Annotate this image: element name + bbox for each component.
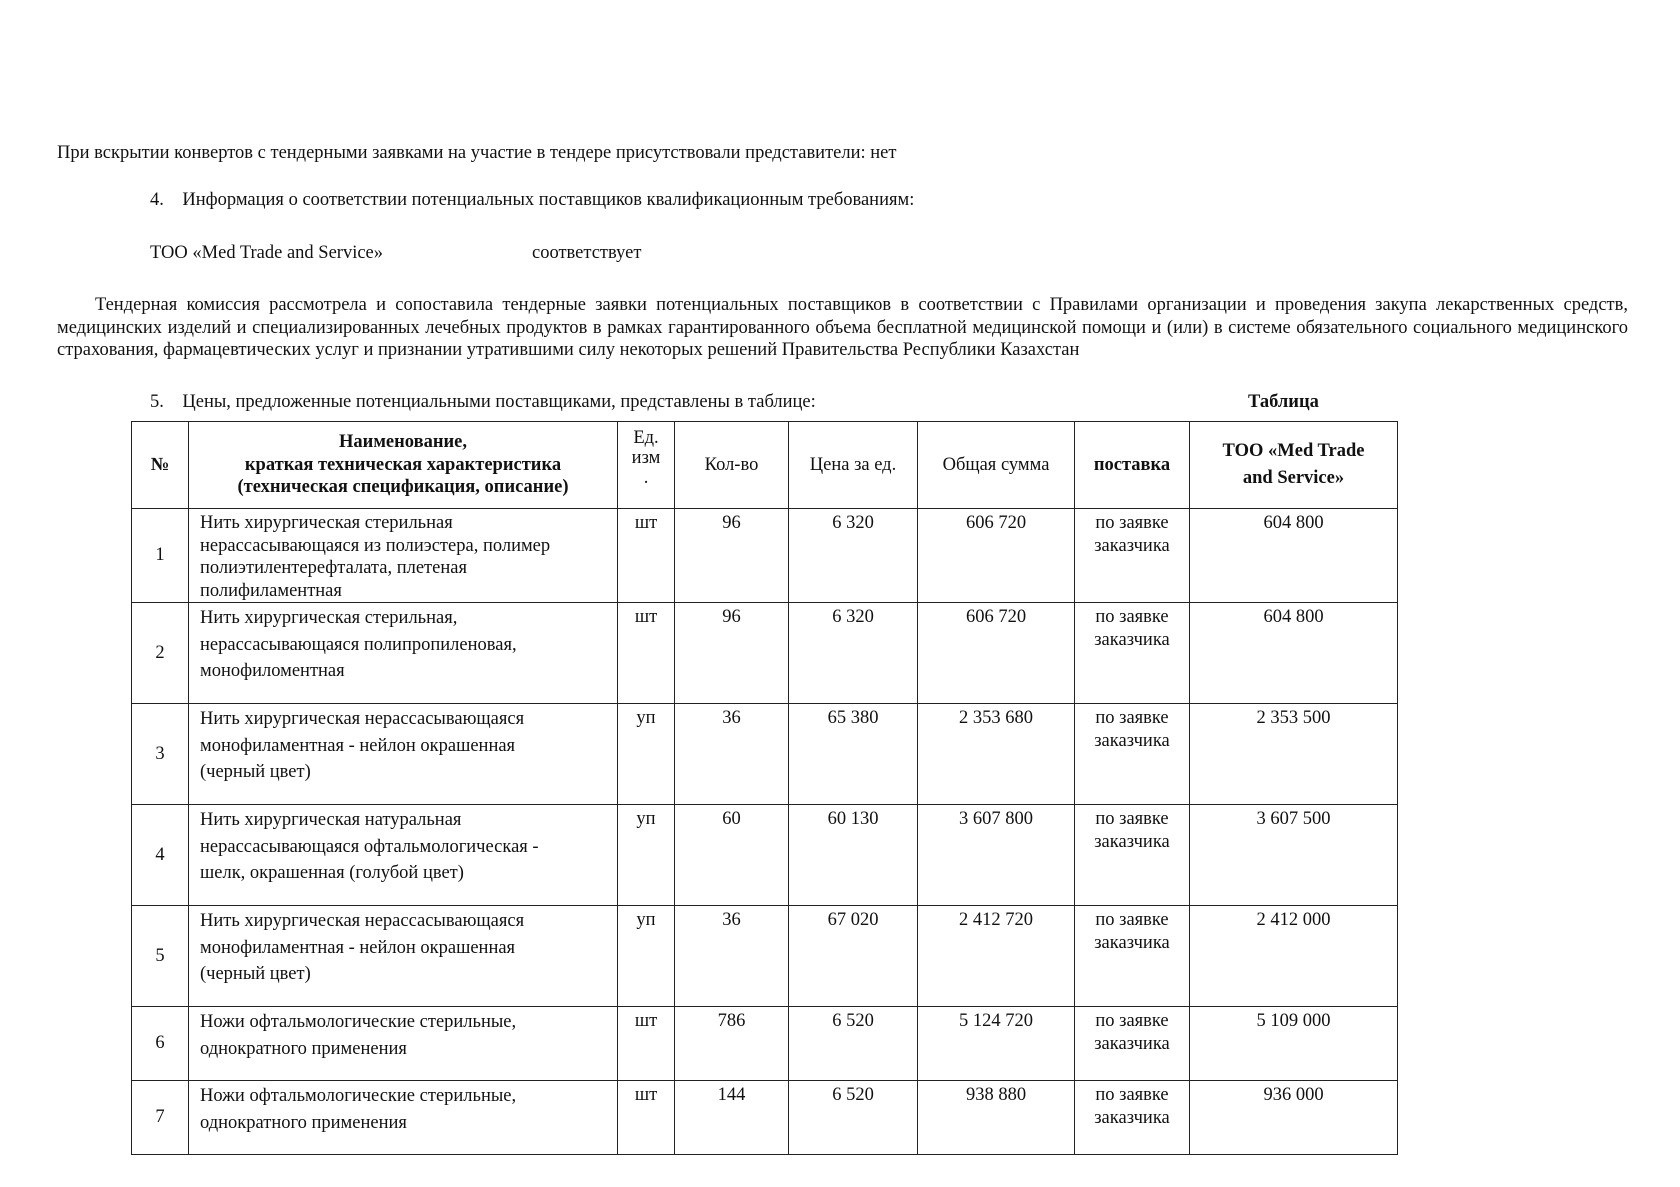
header-unit	[618, 422, 675, 509]
row-name-line: полифиламентная	[200, 580, 342, 601]
row-offer: 604 800	[1190, 509, 1398, 603]
section-4-heading: 4. Информация о соответствии потенциальных поставщиков квалификационным требованиям:	[150, 190, 915, 210]
header-unit-line1: Ед.	[633, 428, 659, 448]
row-num: 7	[132, 1081, 189, 1155]
row-name-line: Нить хирургическая натуральная	[200, 810, 462, 830]
row-delivery-line: по заявке	[1095, 607, 1169, 627]
row-num: 2	[132, 603, 189, 704]
row-delivery-line: по заявке	[1095, 910, 1169, 930]
header-delivery: поставка	[1075, 422, 1190, 509]
table-row	[132, 906, 1398, 1007]
row-price: 65 380	[789, 704, 918, 805]
row-total: 938 880	[918, 1081, 1075, 1155]
header-supplier-line2: and Service»	[1242, 468, 1345, 488]
row-unit: шт	[618, 1007, 675, 1081]
row-offer: 936 000	[1190, 1081, 1398, 1155]
row-name	[189, 704, 618, 805]
row-name-line: нерассасывающаяся из полиэстера, полимер	[200, 535, 551, 556]
header-name-line1: Наименование,	[339, 432, 467, 453]
supplier-name: ТОО «Med Trade and Service»	[150, 243, 384, 263]
row-offer: 604 800	[1190, 603, 1398, 704]
row-price: 6 520	[789, 1081, 918, 1155]
header-total: Общая сумма	[918, 422, 1075, 509]
row-delivery-line: заказчика	[1094, 932, 1170, 953]
header-name	[189, 422, 618, 509]
row-delivery-line: заказчика	[1094, 831, 1170, 852]
header-name-line2: краткая техническая характеристика	[244, 454, 562, 475]
row-price: 6 520	[789, 1007, 918, 1081]
table-label: Таблица	[1248, 392, 1319, 412]
row-num: 3	[132, 704, 189, 805]
row-delivery	[1075, 1081, 1190, 1155]
row-name-line: нерассасывающаяся офтальмологическая -	[200, 836, 539, 857]
row-name-line: Нить хирургическая нерассасывающаяся	[200, 709, 525, 729]
row-unit: шт	[618, 1081, 675, 1155]
header-unit-line3: .	[643, 468, 649, 488]
header-name-line3: (техническая спецификация, описание)	[237, 477, 569, 498]
row-total: 606 720	[918, 603, 1075, 704]
row-delivery	[1075, 906, 1190, 1007]
row-unit: шт	[618, 509, 675, 603]
header-num: №	[132, 422, 189, 509]
row-name	[189, 805, 618, 906]
row-qty: 96	[675, 509, 789, 603]
row-qty: 36	[675, 906, 789, 1007]
row-name-line: (черный цвет)	[200, 762, 311, 782]
row-unit: уп	[618, 906, 675, 1007]
row-name	[189, 1081, 618, 1155]
section-5-heading: 5. Цены, предложенные потенциальными поставщиками, представлены в таблице:	[150, 392, 816, 412]
row-delivery-line: по заявке	[1095, 1011, 1169, 1031]
row-name-line: Нить хирургическая стерильная,	[200, 608, 458, 628]
table-row	[132, 1081, 1398, 1155]
row-delivery	[1075, 509, 1190, 603]
row-qty: 96	[675, 603, 789, 704]
row-name-line: Нить хирургическая нерассасывающаяся	[200, 911, 525, 931]
row-qty: 144	[675, 1081, 789, 1155]
row-total: 5 124 720	[918, 1007, 1075, 1081]
supplier-qualification-status: соответствует	[532, 243, 642, 263]
row-offer: 2 353 500	[1190, 704, 1398, 805]
row-price: 60 130	[789, 805, 918, 906]
row-name-line: Нить хирургическая стерильная	[200, 513, 453, 533]
row-delivery-line: по заявке	[1095, 809, 1169, 829]
row-num: 5	[132, 906, 189, 1007]
row-name-line: однократного применения	[200, 1038, 407, 1059]
row-name	[189, 509, 618, 603]
row-num: 4	[132, 805, 189, 906]
header-supplier-line1: ТОО «Med Trade	[1222, 441, 1365, 461]
row-delivery-line: по заявке	[1095, 513, 1169, 533]
row-qty: 60	[675, 805, 789, 906]
attendance-statement: При вскрытии конвертов с тендерными заявками на участие в тендере присутствовали представители: нет	[57, 143, 897, 163]
row-name-line: монофиламентная - нейлон окрашенная	[200, 735, 516, 756]
row-name-line: Ножи офтальмологические стерильные,	[200, 1012, 517, 1032]
table-row	[132, 1007, 1398, 1081]
table-header-row	[132, 422, 1398, 509]
table-row	[132, 805, 1398, 906]
row-delivery	[1075, 1007, 1190, 1081]
row-unit: уп	[618, 704, 675, 805]
commission-paragraph: Тендерная комиссия рассмотрела и сопоставила тендерные заявки потенциальных поставщиков в соответствии с Правилами организации и проведения закупа лекарственных средств, медицинских изделий и специализированных лечебных продуктов в рамках гарантированного объема бесплатной медицинской помощи и (или) в системе обязательного социального медицинского страхования, фармацевтических услуг и признании утратившими силу некоторых решений Правительства Республики Казахстан	[57, 295, 1628, 360]
row-total: 2 412 720	[918, 906, 1075, 1007]
row-price: 6 320	[789, 509, 918, 603]
row-name-line: полиэтилентерефталата, плетеная	[200, 558, 467, 578]
row-total: 2 353 680	[918, 704, 1075, 805]
row-unit: шт	[618, 603, 675, 704]
row-total: 606 720	[918, 509, 1075, 603]
row-delivery-line: заказчика	[1094, 629, 1170, 650]
row-name-line: однократного применения	[200, 1112, 407, 1133]
row-total: 3 607 800	[918, 805, 1075, 906]
row-unit: уп	[618, 805, 675, 906]
row-offer: 2 412 000	[1190, 906, 1398, 1007]
row-delivery-line: заказчика	[1094, 1033, 1170, 1054]
row-name	[189, 906, 618, 1007]
row-delivery	[1075, 603, 1190, 704]
row-qty: 786	[675, 1007, 789, 1081]
row-qty: 36	[675, 704, 789, 805]
header-qty: Кол-во	[675, 422, 789, 509]
row-price: 67 020	[789, 906, 918, 1007]
prices-table	[131, 421, 1398, 1155]
row-price: 6 320	[789, 603, 918, 704]
header-price: Цена за ед.	[789, 422, 918, 509]
row-name-line: Ножи офтальмологические стерильные,	[200, 1086, 517, 1106]
table-row	[132, 509, 1398, 603]
header-unit-line2: изм	[631, 448, 661, 468]
row-offer: 5 109 000	[1190, 1007, 1398, 1081]
row-num: 6	[132, 1007, 189, 1081]
row-name	[189, 603, 618, 704]
table-row	[132, 704, 1398, 805]
row-name-line: (черный цвет)	[200, 964, 311, 984]
row-delivery-line: по заявке	[1095, 1085, 1169, 1105]
row-name-line: монофиламентная - нейлон окрашенная	[200, 937, 516, 958]
row-delivery	[1075, 704, 1190, 805]
row-name-line: нерассасывающаяся полипропиленовая,	[200, 634, 517, 655]
row-delivery-line: по заявке	[1095, 708, 1169, 728]
header-supplier	[1190, 422, 1398, 509]
row-delivery-line: заказчика	[1094, 1107, 1170, 1128]
row-delivery-line: заказчика	[1094, 730, 1170, 751]
row-name-line: монофиломентная	[200, 661, 345, 681]
row-delivery-line: заказчика	[1094, 535, 1170, 556]
row-name	[189, 1007, 618, 1081]
row-offer: 3 607 500	[1190, 805, 1398, 906]
table-row	[132, 603, 1398, 704]
row-delivery	[1075, 805, 1190, 906]
row-num: 1	[132, 509, 189, 603]
row-name-line: шелк, окрашенная (голубой цвет)	[200, 863, 464, 883]
